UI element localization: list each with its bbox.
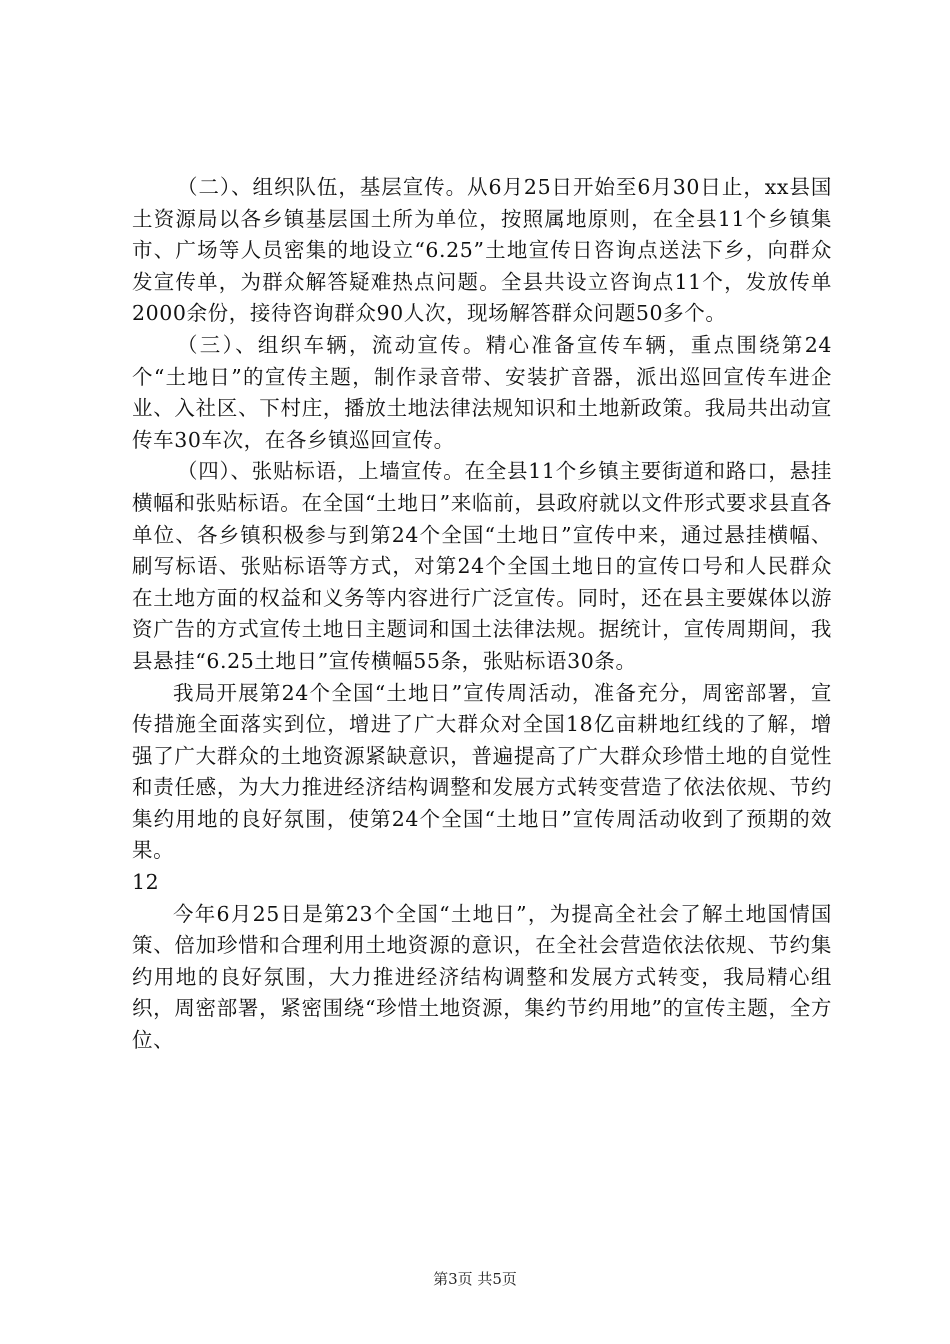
- section-number: 12: [132, 870, 160, 895]
- paragraph-intro: 今年6月25日是第23个全国“土地日”，为提高全社会了解土地国情国策、倍加珍惜和合理利用土地资源的意识，在全社会营造依法依规、节约集约用地的良好氛围，大力推进经济结构调整和发展方式转变，我局精心组织，周密部署，紧密围绕“珍惜土地资源，集约节约用地”的宣传主题，全方位、: [132, 901, 832, 1053]
- paragraph-section-two: （二）、组织队伍，基层宣传。从6月25日开始至6月30日止，xx县国土资源局以各乡镇基层国土所为单位，按照属地原则，在全县11个乡镇集市、广场等人员密集的地设立“6.25”土地宣传日咨询点送法下乡，向群众发宣传单，为群众解答疑难热点问题。全县共设立咨询点11个，发放传单2000余份，接待咨询群众90人次，现场解答群众问题50多个。: [132, 175, 832, 326]
- page-footer: 第3页 共5页: [433, 1270, 517, 1288]
- paragraph-section-three: （三）、组织车辆，流动宣传。精心准备宣传车辆，重点围绕第24个“土地日”的宣传主题，制作录音带、安装扩音器，派出巡回宣传车进企业、入社区、下村庄，播放土地法律法规知识和土地新政策。我局共出动宣传车30车次，在各乡镇巡回宣传。: [132, 332, 832, 452]
- document-body: [132, 172, 832, 1057]
- paragraph-summary: 我局开展第24个全国“土地日”宣传周活动，准备充分，周密部署，宣传措施全面落实到位，增进了广大群众对全国18亿亩耕地红线的了解，增强了广大群众的土地资源紧缺意识，普遍提高了广大群众珍惜土地的自觉性和责任感，为大力推进经济结构调整和发展方式转变营造了依法依规、节约集约用地的良好氛围，使第24个全国“土地日”宣传周活动收到了预期的效果。: [132, 680, 832, 863]
- paragraph-section-four: （四）、张贴标语，上墙宣传。在全县11个乡镇主要街道和路口，悬挂横幅和张贴标语。在全国“土地日”来临前，县政府就以文件形式要求县直各单位、各乡镇积极参与到第24个全国“土地日”宣传中来，通过悬挂横幅、刷写标语、张贴标语等方式，对第24个全国土地日的宣传口号和人民群众在土地方面的权益和义务等内容进行广泛宣传。同时，还在县主要媒体以游资广告的方式宣传土地日主题词和国土法律法规。据统计，宣传周期间，我县悬挂“6.25土地日”宣传横幅55条，张贴标语30条。: [132, 459, 832, 673]
